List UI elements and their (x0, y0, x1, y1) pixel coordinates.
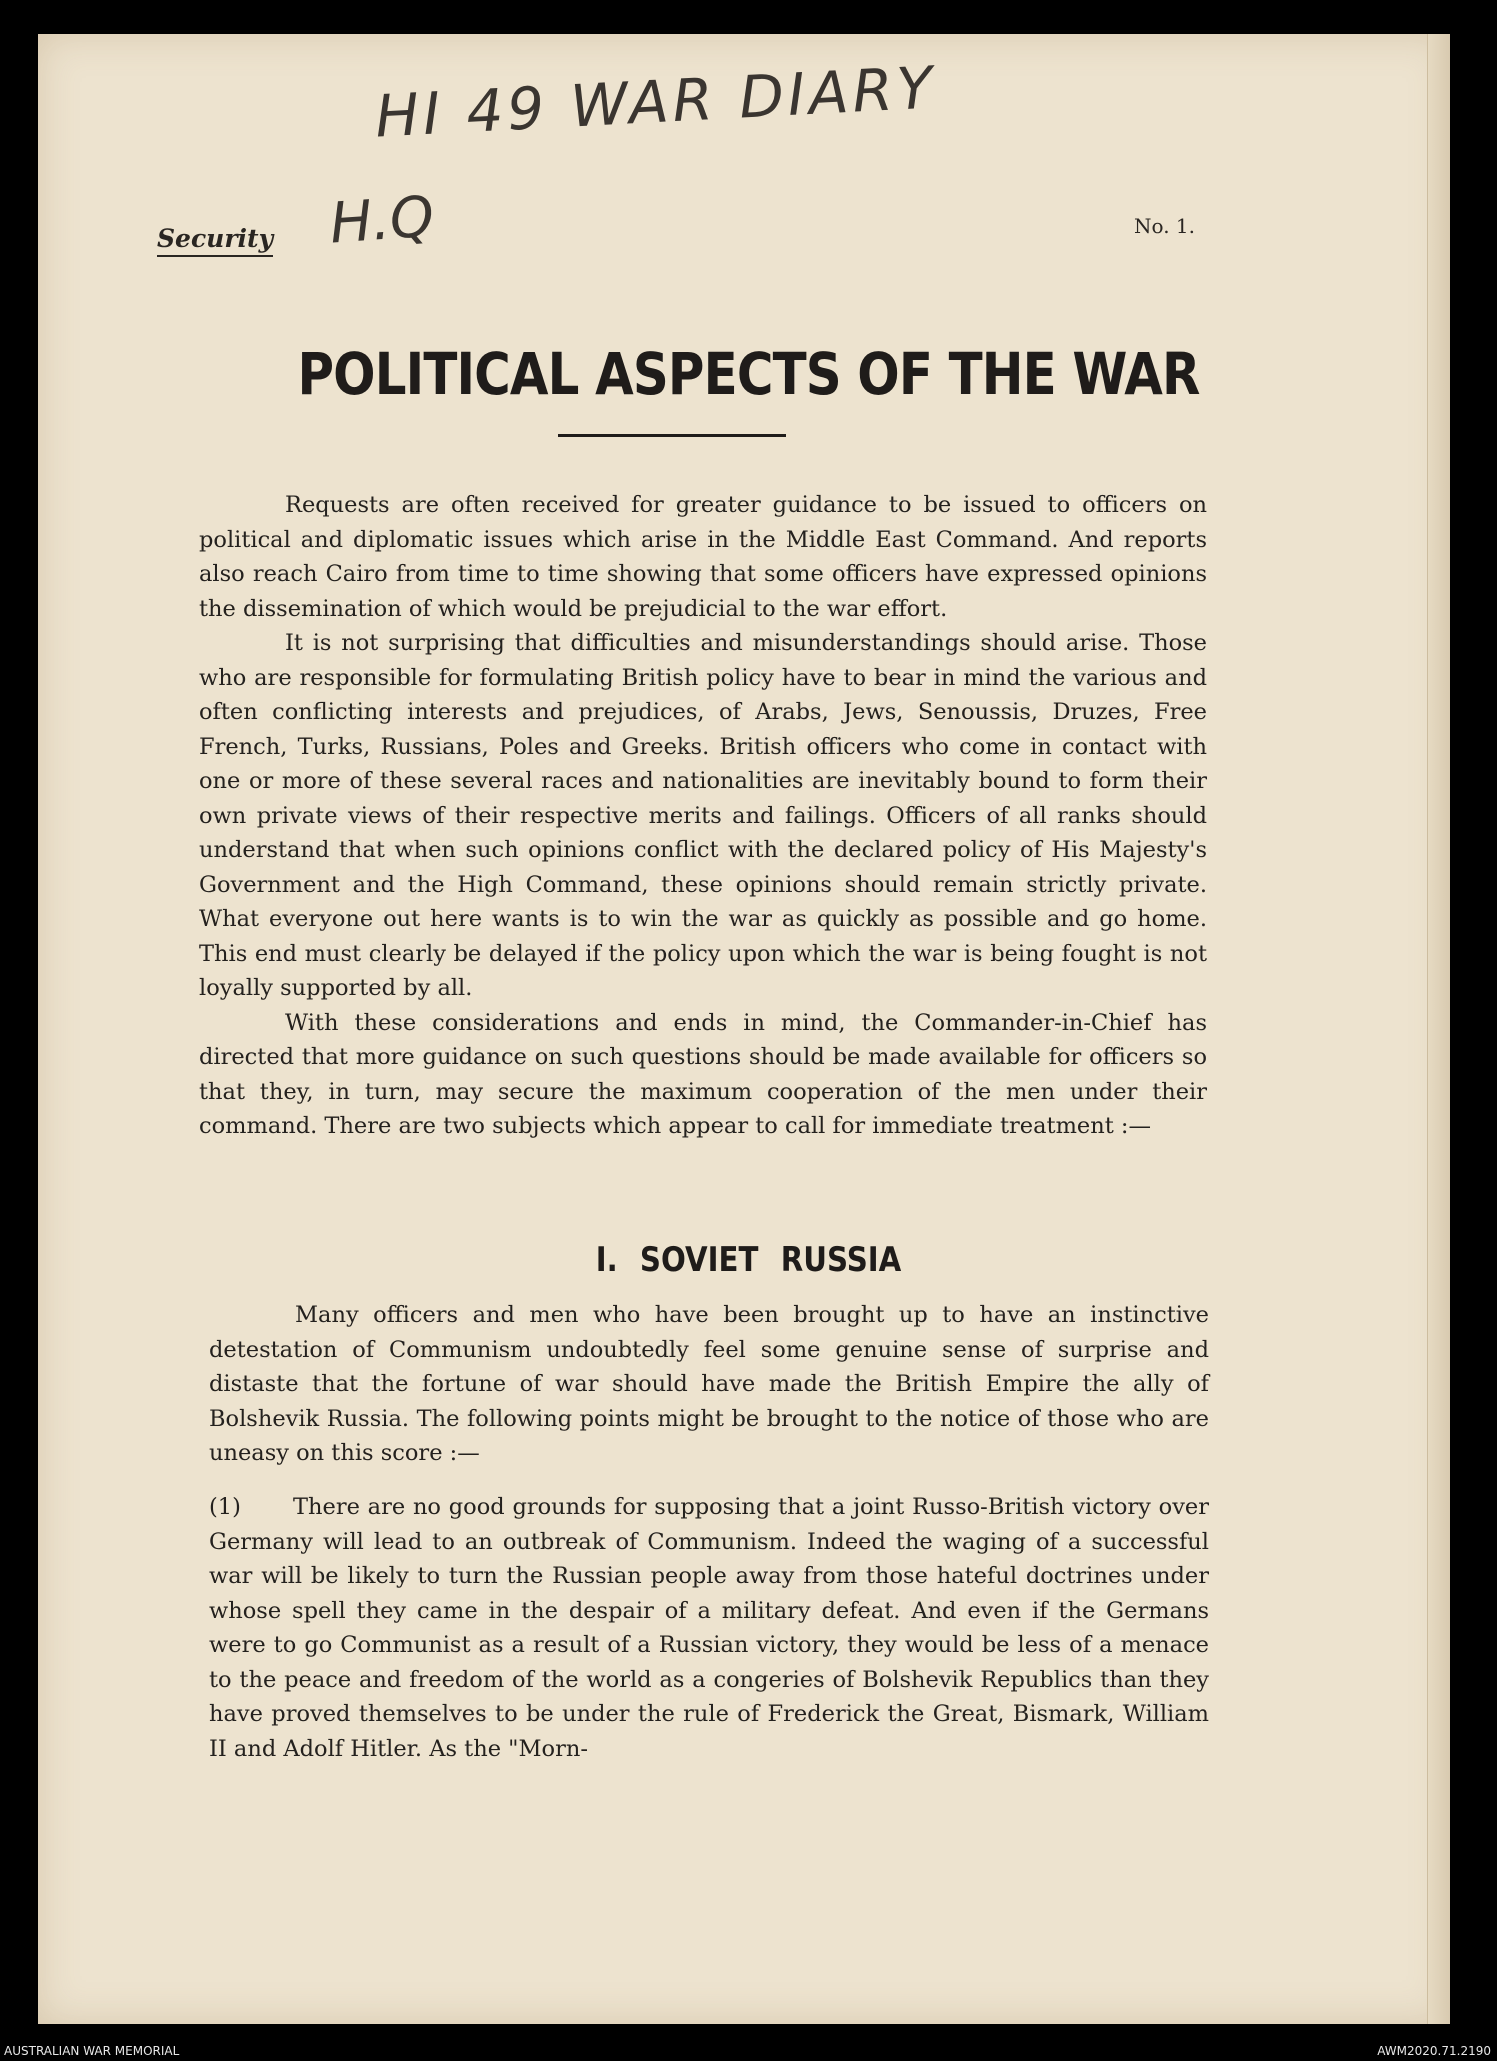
intro-paragraph-1: Requests are often received for greater guidance to be issued to officers on political and diplomatic issues which arise in the Middle East Command. And reports also reach Cairo from time to time showing that some officers have expressed opinions the dissemination of which would be prejudicial to the war effort. (199, 492, 1207, 622)
page-title: POLITICAL ASPECTS OF THE WAR (297, 340, 1200, 408)
paper-edge (1427, 34, 1450, 2024)
intro-paragraph-3: With these considerations and ends in mind, the Commander-in-Chief has directed that more guidance on such questions should be made available for officers so that they, in turn, may secure the maximum cooperation of the men under their command. There are two subjects which appear to call for immediate treatment :— (199, 1009, 1207, 1139)
document-number: No. 1. (1134, 214, 1195, 238)
point-1-section (209, 1490, 1209, 1766)
title-underline (558, 434, 786, 437)
point-1-paragraph (209, 1490, 1209, 1766)
footer-catalog-id: AWM2020.71.2190 (1377, 2044, 1491, 2058)
handwritten-annotation-war-diary: HI 49 WAR DIARY (373, 53, 938, 151)
security-label: Security (157, 224, 273, 257)
intro-paragraph-2: It is not surprising that difficulties and misunderstandings should arise. Those who are responsible for formulating British policy have to bear in mind the various and often conflicting interests and prejudices, of Arabs, Jews, Senoussis, Druzes, Free French, Turks, Russians, Poles and Greeks. British officers who come in contact with one or more of these several races and nationalities are inevitably bound to form their own private views of their respective merits and failings. Officers of all ranks should understand that when such opinions conflict with the declared policy of His Majesty's Government and the High Command, these opinions should remain strictly private. What everyone out here wants is to win the war as quickly as possible and go home. This end must clearly be delayed if the policy upon which the war is being fought is not loyally supported by all. (199, 630, 1207, 1001)
section-heading-soviet-russia: I. SOVIET RUSSIA (595, 1240, 902, 1280)
russia-paragraph: Many officers and men who have been brought up to have an instinctive detestation of Communism undoubtedly feel some genuine sense of surprise and distaste that the fortune of war should have made the British Empire the ally of Bolshevik Russia. The following points might be brought to the notice of those who are uneasy on this score :— (209, 1302, 1209, 1466)
point-1-text: There are no good grounds for supposing that a joint Russo-British victory over Germany will lead to an outbreak of Communism. Indeed the waging of a successful war will be likely to turn the Russian people away from those hateful doctrines under whose spell they came in the despair of a military defeat. And even if the Germans were to go Communist as a result of a Russian victory, they would be less of a menace to the peace and freedom of the world as a congeries of Bolshevik Republics than they have proved themselves to be under the rule of Frederick the Great, Bismark, William II and Adolf Hitler. As the "Morn- (209, 1494, 1209, 1762)
intro-section (199, 488, 1207, 1144)
footer-institution: AUSTRALIAN WAR MEMORIAL (4, 2044, 180, 2058)
russia-section (209, 1298, 1209, 1471)
handwritten-annotation-hq: H.Q (327, 184, 437, 257)
point-number: (1) (209, 1494, 241, 1520)
